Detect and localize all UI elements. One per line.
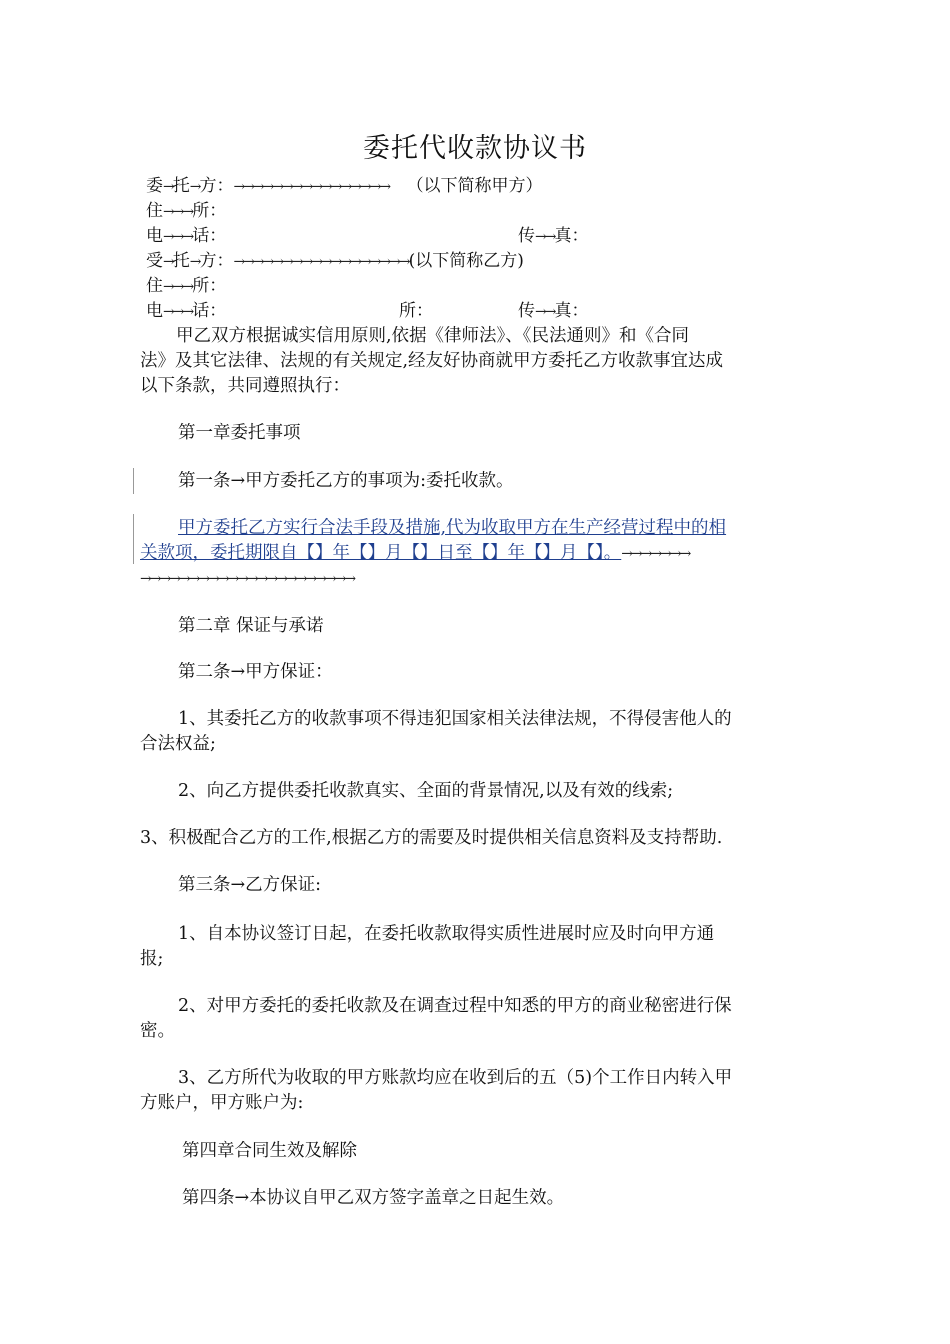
address1-label-a: 住 [146,201,163,221]
article-1-detail-line-1: 甲方委托乙方实行合法手段及措施,代为收取甲方在生产经营过程中的相 [178,518,727,538]
article-1-detail-tail-2: →→→→→→→→→→→→→→→→→→→→→→ [140,571,355,587]
address2-line [146,274,226,300]
arrow-glyph: →→→ [163,279,193,295]
revision-bar [133,468,134,494]
arrow-glyph: →→→ [163,229,193,245]
fax2-label-a: 传 [518,301,535,321]
agent-blank: →→→→→→→→→→→→→→→→→→ [233,254,409,270]
article-4: 第四条→本协议自甲乙双方签字盖章之日起生效。 [182,1188,565,1208]
address2-right-label: 所： [399,301,433,321]
address1-line [146,199,226,225]
address2-label-a: 住 [146,276,163,296]
article-1-detail-line-3 [140,566,785,592]
arrow-glyph: → [189,254,200,270]
article-2: 第二条→甲方保证： [178,662,333,682]
preamble-line-1: 甲乙双方根据诚实信用原则,依据《律师法》、《民法通则》和《合同 [176,326,690,346]
article-3-item-2-line-2: 密。 [140,1021,175,1041]
article-1-detail-tail: →→→→→→→ [621,546,690,562]
phone2-label-b: 话： [192,301,227,321]
article-1-detail-line-2 [140,541,785,567]
principal-blank: →→→→→→→→→→→→→→→→ [233,179,390,195]
phone2-label-a: 电 [146,301,163,321]
phone1-label-b: 话： [192,226,227,246]
arrow-glyph: → [163,254,173,270]
arrow-glyph: →→→ [163,304,193,320]
article-3-item-3-line-2: 方账户，甲方账户为: [140,1093,304,1113]
arrow-glyph: → [163,179,173,195]
arrow-glyph: →→→ [163,204,193,220]
article-2-item-1-line-1: 1、其委托乙方的收款事项不得违犯国家相关法律法规，不得侵害他人的 [178,709,732,729]
article-2-item-2: 2、向乙方提供委托收款真实、全面的背景情况,以及有效的线索; [178,781,674,801]
article-2-item-1-line-2: 合法权益; [140,734,216,754]
chapter-2-heading: 第二章 保证与承诺 [178,616,324,636]
chapter-4-heading: 第四章合同生效及解除 [182,1141,357,1161]
agent-suffix: (以下简称乙方) [408,251,524,271]
phone1-line [146,224,226,250]
revision-bar [133,514,134,564]
arrow-glyph: →→ [535,304,555,320]
principal-label-a: 委 [146,176,163,196]
article-1: 第一条→甲方委托乙方的事项为:委托收款。 [178,471,514,491]
agent-label-a: 受 [146,251,163,271]
agent-label-c: 方： [199,251,234,271]
principal-line [146,174,543,200]
principal-label-b: 托 [172,176,190,196]
preamble-line-3: 以下条款，共同遵照执行： [140,376,350,396]
article-3-item-3-line-1: 3、乙方所代为收取的甲方账款均应在收到后的五（5)个工作日内转入甲 [178,1068,733,1088]
article-2-item-3: 3、积极配合乙方的工作,根据乙方的需要及时提供相关信息资料及支持帮助. [140,828,723,848]
article-3-item-2-line-1: 2、对甲方委托的委托收款及在调查过程中知悉的甲方的商业秘密进行保 [178,996,732,1016]
fax1-line [518,224,588,250]
preamble-line-2: 法》及其它法律、法规的有关规定,经友好协商就甲方委托乙方收款事宜达成 [140,351,724,371]
fax2-line [518,299,588,325]
arrow-glyph: → [189,179,200,195]
fax1-label-a: 传 [518,226,535,246]
article-3-item-1-line-2: 报; [140,949,164,969]
fax2-label-b: 真： [554,301,589,321]
arrow-glyph: →→ [535,229,555,245]
document-title: 委托代收款协议书 [363,133,587,164]
agent-line [146,249,524,275]
principal-suffix: （以下简称甲方） [406,176,543,196]
fax1-label-b: 真： [554,226,589,246]
phone1-label-a: 电 [146,226,163,246]
article-3: 第三条→乙方保证: [178,875,322,895]
article-1-detail-text: 关款项，委托期限自【】年【】月【】日至【】年【】月【】。 [140,543,622,563]
address2-label-b: 所： [192,276,227,296]
phone2-line [146,299,226,325]
article-3-item-1-line-1: 1、自本协议签订日起，在委托收款取得实质性进展时应及时向甲方通 [178,924,715,944]
address1-label-b: 所： [192,201,227,221]
principal-label-c: 方： [199,176,234,196]
agent-label-b: 托 [172,251,190,271]
chapter-1-heading: 第一章委托事项 [178,423,301,443]
